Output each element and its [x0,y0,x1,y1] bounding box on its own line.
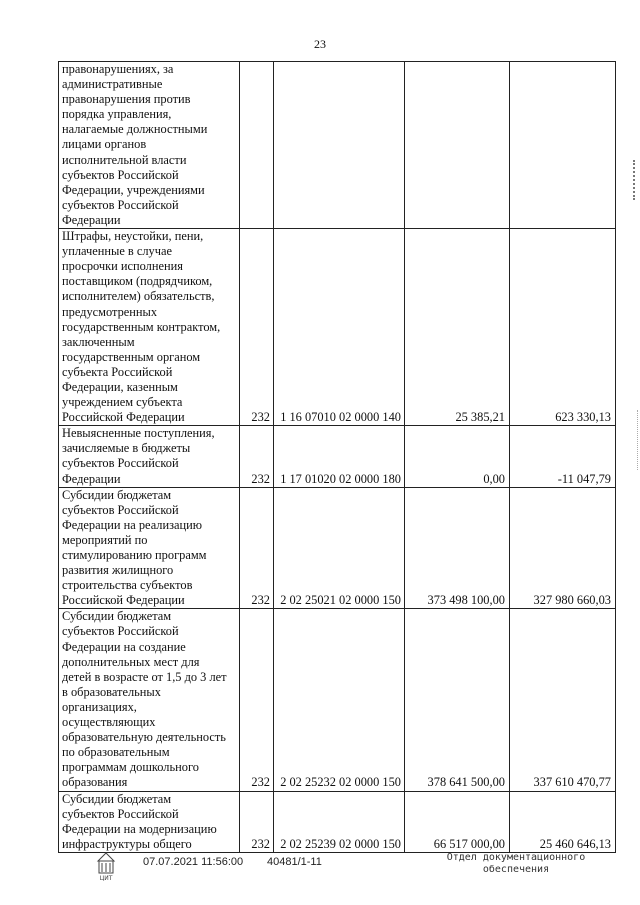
description-line: налагаемые должностными [62,122,208,137]
amount-executed-cell: 623 330,13 [510,229,616,426]
description-line: Невыясненные поступления, [62,426,215,441]
amount-executed-cell: -11 047,79 [510,426,616,487]
stamp-line-1: Отдел документационного [446,852,586,863]
amount-approved-cell: 0,00 [405,426,510,487]
page-number: 23 [314,37,326,51]
description-line: правонарушениях, за [62,62,174,76]
document-date: 07.07.2021 11:56:00 [143,856,244,868]
description-line: образовательную деятельность [62,730,226,745]
description-line: Российской Федерации [62,410,185,425]
table-row [59,229,616,426]
description-line: государственным органом [62,349,201,364]
table-row [59,791,616,852]
organization-logo [92,852,120,882]
description-line: поставщиком (подрядчиком, [62,274,213,289]
description-line: по образовательным [62,745,170,760]
admin-code-cell: 232 [240,609,274,791]
description-line: осуществляющих [62,715,156,730]
admin-code-cell: 232 [240,487,274,609]
description-line: организациях, [62,699,137,714]
description-line: лицами органов [62,137,147,152]
description-line: уплаченные в случае [62,244,172,259]
description-line: развития жилищного [62,563,174,578]
description-line: дополнительных мест для [62,654,200,669]
budget-classification-code-cell: 1 16 07010 02 0000 140 [274,229,405,426]
description-line: в образовательных [62,684,161,699]
description-line: субъектов Российской [62,806,179,821]
row-description [59,426,240,487]
description-line: мероприятий по [62,532,148,547]
admin-code-cell: 232 [240,229,274,426]
amount-approved-cell: 25 385,21 [405,229,510,426]
amount-approved-cell: 66 517 000,00 [405,791,510,852]
description-line: инфраструктуры общего [62,836,192,851]
description-line: зачисляемые в бюджеты [62,441,191,456]
table-row [59,609,616,791]
admin-code-cell [240,62,274,229]
description-line: Федерации [62,212,121,227]
amount-approved-cell: 373 498 100,00 [405,487,510,609]
description-line: Федерации на модернизацию [62,821,217,836]
description-line: строительства субъектов [62,578,193,593]
description-line: заключенным [62,334,135,349]
description-line: детей в возрасте от 1,5 до 3 лет [62,669,227,684]
row-description [59,487,240,609]
description-line: субъектов Российской [62,502,179,517]
description-line: субъектов Российской [62,197,179,212]
amount-executed-cell: 337 610 470,77 [510,609,616,791]
description-line: порядка управления, [62,107,172,122]
description-line: административные [62,77,163,92]
amount-approved-cell: 378 641 500,00 [405,609,510,791]
table-row [59,487,616,609]
scan-edge-mark [633,160,638,200]
budget-classification-code-cell [274,62,405,229]
budget-classification-code-cell: 2 02 25232 02 0000 150 [274,609,405,791]
description-line: предусмотренных [62,304,158,319]
document-number: 40481/1-11 [267,856,322,868]
table-row [59,426,616,487]
description-line: Штрафы, неустойки, пени, [62,229,204,244]
description-line: учреждением субъекта [62,395,183,410]
description-line: субъектов Российской [62,456,179,471]
description-line: Федерации на реализацию [62,517,203,532]
row-description [59,791,240,852]
description-line: Федерации, казенным [62,379,178,394]
description-line: субъектов Российской [62,624,179,639]
amount-executed-cell: 327 980 660,03 [510,487,616,609]
description-line: образования [62,775,128,790]
amount-approved-cell [405,62,510,229]
description-line: стимулированию программ [62,548,207,562]
description-line: Федерации на создание [62,639,186,654]
amount-executed-cell [510,62,616,229]
budget-classification-code-cell: 2 02 25239 02 0000 150 [274,791,405,852]
description-line: исполнительной власти [62,152,187,167]
description-line: правонарушения против [62,92,191,107]
description-line: Субсидии бюджетам [62,791,172,806]
description-line: субъектов Российской [62,167,179,182]
row-description [59,229,240,426]
description-line: исполнителем) обязательств, [62,289,215,304]
description-line: программам дошкольного [62,760,199,775]
description-line: Субсидии бюджетам [62,609,172,624]
row-description [59,62,240,229]
budget-revenue-table [58,61,616,853]
description-line: государственным контрактом, [62,319,221,334]
admin-code-cell: 232 [240,791,274,852]
budget-classification-code-cell: 2 02 25021 02 0000 150 [274,487,405,609]
description-line: Субсидии бюджетам [62,487,172,502]
stamp-line-2: обеспечения [482,864,550,875]
description-line: Российской Федерации [62,593,185,608]
description-line: просрочки исполнения [62,259,183,274]
page-footer [0,850,640,890]
table-row [59,62,616,229]
department-stamp [436,852,596,876]
row-description [59,609,240,791]
description-line: Федерации, учреждениями [62,182,205,197]
budget-classification-code-cell: 1 17 01020 02 0000 180 [274,426,405,487]
description-line: субъекта Российской [62,364,173,379]
amount-executed-cell: 25 460 646,13 [510,791,616,852]
admin-code-cell: 232 [240,426,274,487]
description-line: Федерации [62,471,121,486]
logo-text: ЦИТ [99,875,113,882]
